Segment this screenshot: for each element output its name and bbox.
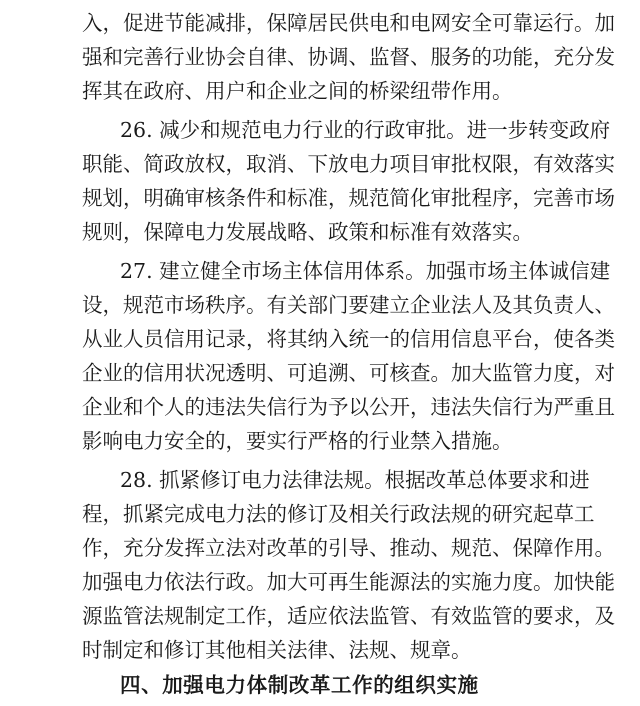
- body-text-line: 规划，明确审核条件和标准，规范简化审批程序，完善市场: [82, 186, 615, 210]
- body-text-line: 职能、简政放权，取消、下放电力项目审批权限，有效落实: [82, 152, 615, 176]
- item-27-first-line: 27. 建立健全市场主体信用体系。加强市场主体诚信建: [120, 259, 611, 283]
- body-text-line: 作，充分发挥立法对改革的引导、推动、规范、保障作用。: [82, 536, 615, 560]
- section-heading: 四、加强电力体制改革工作的组织实施: [120, 673, 479, 697]
- body-text-line: 程，抓紧完成电力法的修订及相关行政法规的研究起草工: [82, 502, 595, 526]
- body-text-line: 从业人员信用记录，将其纳入统一的信用信息平台，使各类: [82, 327, 615, 351]
- body-text-line: 强和完善行业协会自律、协调、监督、服务的功能，充分发: [82, 45, 615, 69]
- body-text-line: 加强电力依法行政。加大可再生能源法的实施力度。加快能: [82, 570, 615, 594]
- body-text-line: 企业的信用状况透明、可追溯、可核查。加大监管力度，对: [82, 361, 615, 385]
- item-28-first-line: 28. 抓紧修订电力法律法规。根据改革总体要求和进: [120, 468, 590, 492]
- item-26-first-line: 26. 减少和规范电力行业的行政审批。进一步转变政府: [120, 118, 611, 142]
- body-text-line: 挥其在政府、用户和企业之间的桥梁纽带作用。: [82, 79, 513, 103]
- body-text-line: 设，规范市场秩序。有关部门要建立企业法人及其负责人、: [82, 293, 615, 317]
- body-text-line: 企业和个人的违法失信行为予以公开，违法失信行为严重且: [82, 395, 615, 419]
- body-text-line: 入，促进节能减排，保障居民供电和电网安全可靠运行。加: [82, 11, 615, 35]
- body-text-line: 规则，保障电力发展战略、政策和标准有效落实。: [82, 220, 533, 244]
- body-text-line: 源监管法规制定工作，适应依法监管、有效监管的要求，及: [82, 604, 615, 628]
- body-text-line: 时制定和修订其他相关法律、法规、规章。: [82, 638, 472, 662]
- body-text-line: 影响电力安全的，要实行严格的行业禁入措施。: [82, 429, 513, 453]
